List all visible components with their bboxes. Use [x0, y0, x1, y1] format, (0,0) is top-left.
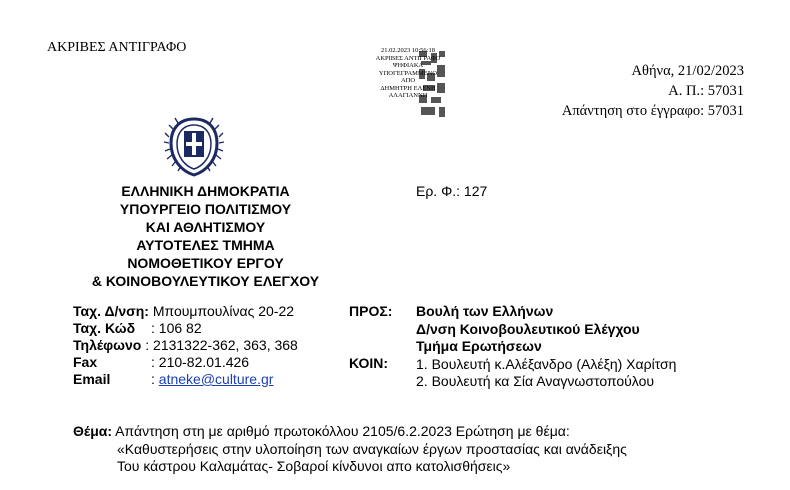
subject-block: [73, 423, 763, 476]
address-value: Μπουμπουλίνας 20-22: [152, 303, 295, 319]
subject-title-line: Του κάστρου Καλαμάτας- Σοβαροί κίνδυνοι απο κατολισθήσεις»: [117, 458, 511, 474]
stamp-line: ΔΗΜΗΤΡΗ ΕΛΕΝΗ: [380, 84, 436, 92]
phone-label: Τηλέφωνο: [73, 337, 142, 353]
to-recipient-line: Βουλή των Ελλήνων: [416, 303, 554, 319]
postcode-row: [73, 320, 298, 337]
address-row: [73, 303, 298, 320]
protocol-number: Α. Π.: 57031: [668, 83, 744, 99]
copy-label: ΑΚΡΙΒΕΣ ΑΝΤΙΓΡΑΦΟ: [47, 40, 187, 55]
subject-text: Απάντηση στη με αριθμό πρωτοκόλλου 2105/6.2.2023 Ερώτηση με θέμα:: [115, 423, 570, 439]
authority-line: ΕΛΛΗΝΙΚΗ ΔΗΜΟΚΡΑΤΙΑ: [121, 183, 290, 199]
subject-first-line: [73, 423, 763, 441]
email-label: Email: [73, 371, 111, 387]
postcode-value: : 106 82: [151, 320, 202, 336]
stamp-line: ΑΚΡΙΒΕΣ ΑΝΤΙΓΡΑΦΟ: [375, 54, 441, 62]
cc-recipient-line: 2. Βουλευτή κα Σία Αναγνωστοπούλου: [416, 373, 655, 389]
fax-label: Fax: [73, 354, 98, 370]
hellenic-coat-of-arms-icon: [163, 113, 225, 179]
authority-line: ΝΟΜΟΘΕΤΙΚΟΥ ΕΡΓΟΥ: [127, 255, 284, 271]
stamp-text: [365, 47, 451, 100]
to-recipient-line: Δ/νση Κοινοβουλευτικού Ελέγχου: [416, 320, 640, 337]
email-row: [73, 371, 298, 388]
issuing-authority: [78, 182, 333, 290]
reply-reference: Απάντηση στο έγγραφο: 57031: [561, 103, 744, 119]
date-line: Αθήνα, 21/02/2023: [631, 63, 744, 79]
email-colon: :: [151, 371, 155, 387]
postcode-label: Ταχ. Κώδ: [73, 320, 136, 336]
stamp-line: ΑΠΟ: [400, 77, 416, 84]
contact-details: [73, 303, 298, 388]
stamp-line: ΨΗΦΙΑΚΑ: [392, 62, 424, 69]
email-link[interactable]: atneke@culture.gr: [158, 371, 274, 387]
fax-row: [73, 354, 298, 371]
authority-line: & ΚΟΙΝΟΒΟΥΛΕΥΤΙΚΟΥ ΕΛΕΓΧΟΥ: [91, 273, 320, 289]
question-reference: Ερ. Φ.: 127: [416, 183, 488, 199]
authority-line: ΚΑΙ ΑΘΛΗΤΙΣΜΟΥ: [145, 219, 266, 235]
subject-label: Θέμα:: [73, 423, 113, 439]
stamp-line: ΑΛΑΓΙΑΝΝΗ: [388, 92, 428, 99]
recipients-list: [416, 303, 676, 391]
cc-label: ΚΟΙΝ:: [349, 355, 389, 371]
to-label: ΠΡΟΣ:: [349, 303, 393, 319]
authority-line: ΥΠΟΥΡΓΕΙΟ ΠΟΛΙΤΙΣΜΟΥ: [119, 201, 292, 217]
digital-signature-stamp: [365, 47, 451, 123]
phone-row: [73, 337, 298, 354]
cc-recipient-line: 1. Βουλευτή κ.Αλέξανδρο (Αλέξη) Χαρίτση: [416, 355, 677, 372]
stamp-line: 21.02.2023 10:56:18: [381, 47, 435, 54]
phone-value: : 2131322-362, 363, 368: [145, 337, 298, 353]
address-label: Ταχ. Δ/νση:: [73, 303, 149, 319]
stamp-line: ΥΠΟΓΕΓΡΑΜΜΕΝΟ: [378, 69, 438, 77]
fax-value: : 210-82.01.426: [151, 354, 250, 370]
authority-line: ΑΥΤΟΤΕΛΕΣ ΤΜΗΜΑ: [136, 237, 275, 253]
date-protocol-block: [562, 61, 744, 121]
subject-title-line: «Καθυστερήσεις στην υλοποίηση των αναγκαίων έργων προστασίας και ανάδειξης: [117, 440, 627, 457]
to-recipient-line: Τμήμα Ερωτήσεων: [416, 338, 542, 354]
